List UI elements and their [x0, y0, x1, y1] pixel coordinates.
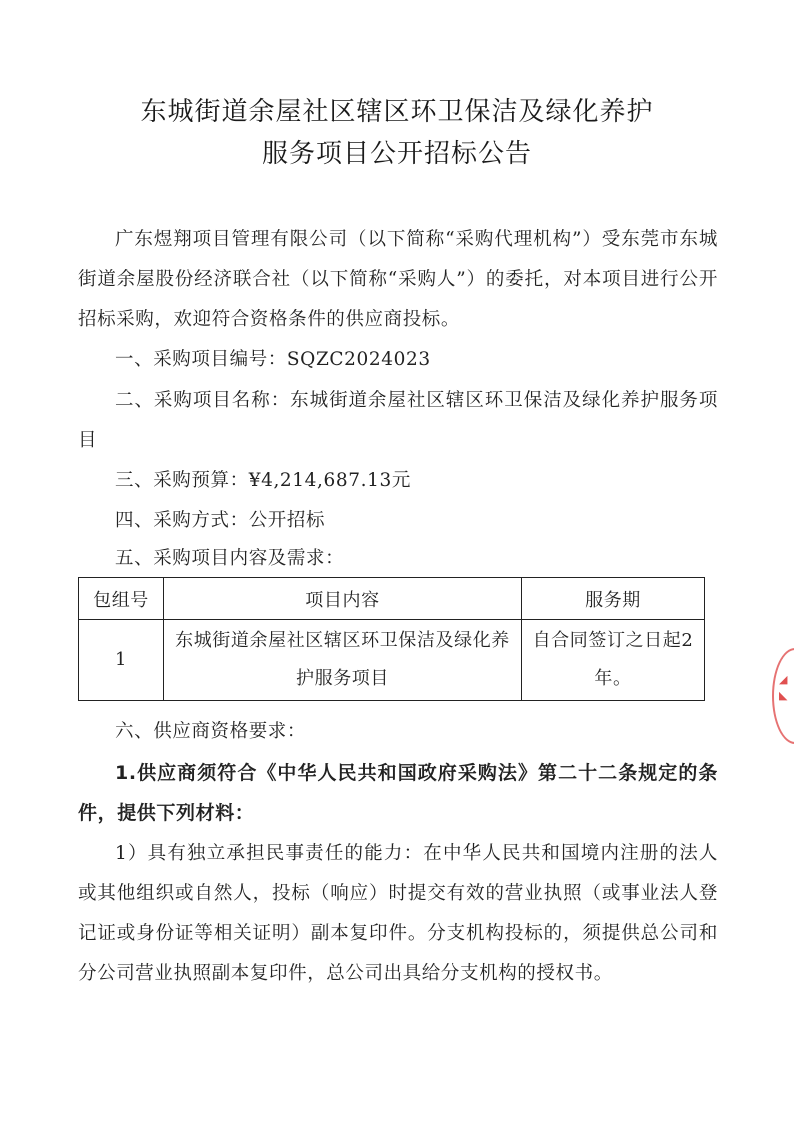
cell-package-number: 1: [79, 620, 164, 701]
qualification-point-1: 1.供应商须符合《中华人民共和国政府采购法》第二十二条规定的条件，提供下列材料：: [78, 762, 718, 824]
intro-paragraph: 广东煜翔项目管理有限公司（以下简称“采购代理机构”）受东莞市东城街道余屋股份经济联合社（以下简称“采购人”）的委托，对本项目进行公开招标采购，欢迎符合资格条件的供应商投标。: [78, 229, 718, 330]
requirements-table: [78, 577, 705, 701]
procurement-method: 四、采购方式：公开招标: [115, 510, 326, 531]
project-budget: 三、采购预算：¥4,214,687.13元: [115, 470, 411, 491]
document-title-line-1: 东城街道余屋社区辖区环卫保洁及绿化养护: [140, 97, 654, 127]
seal-mark-icon: ◢ ◣: [779, 673, 788, 702]
header-project-content: 项目内容: [164, 578, 522, 620]
project-name: 二、采购项目名称：东城街道余屋社区辖区环卫保洁及绿化养护服务项目: [78, 390, 718, 451]
content-heading: 五、采购项目内容及需求：: [115, 548, 345, 569]
table-header-row: [79, 578, 705, 620]
project-number: 一、采购项目编号：SQZC2024023: [115, 349, 431, 370]
cell-project-content: 东城街道余屋社区辖区环卫保洁及绿化养护服务项目: [164, 620, 522, 701]
cell-service-period: 自合同签订之日起2年。: [522, 620, 705, 701]
table-row: [79, 620, 705, 701]
document-title-line-2: 服务项目公开招标公告: [261, 139, 532, 169]
qualification-heading: 六、供应商资格要求：: [115, 721, 307, 742]
header-package-number: 包组号: [79, 578, 164, 620]
qualification-sub-1: 1）具有独立承担民事责任的能力：在中华人民共和国境内注册的法人或其他组织或自然人，投标（响应）时提交有效的营业执照（或事业法人登记证或身份证等相关证明）副本复印件。分支机构投标的，须提供总公司和分公司营业执照副本复印件，总公司出具给分支机构的授权书。: [78, 843, 718, 984]
header-service-period: 服务期: [522, 578, 705, 620]
